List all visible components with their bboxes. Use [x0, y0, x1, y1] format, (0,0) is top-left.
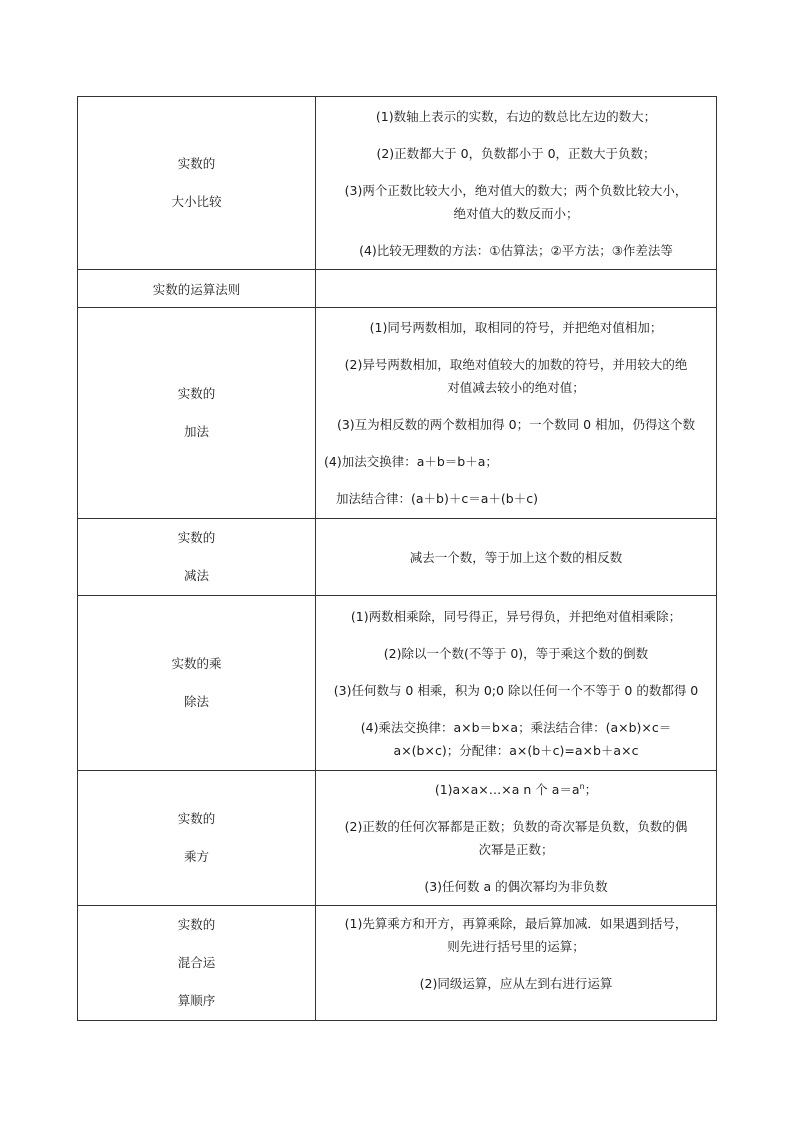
table-row [78, 771, 717, 906]
row-label [78, 771, 316, 906]
row-content [316, 771, 717, 906]
content-line: (2)正数的任何次幂都是正数；负数的奇次幂是负数，负数的偶 [344, 819, 688, 834]
math-table [77, 96, 717, 1021]
row-label [78, 596, 316, 771]
label-line: 算顺序 [177, 993, 216, 1008]
label-line: 实数的乘 [171, 656, 222, 671]
table-row [78, 270, 717, 308]
table-row [78, 97, 717, 270]
row-label [78, 270, 316, 308]
label-line: 实数的 [177, 917, 216, 932]
label-line: 加法 [183, 424, 209, 439]
row-content [316, 906, 717, 1021]
content-line: (3)任何数与 0 相乘，积为 0;0 除以任何一个不等于 0 的数都得 0 [333, 682, 699, 698]
label-line: 混合运 [177, 955, 216, 970]
content-line: (1)两数相乘除，同号得正，异号得负，并把绝对值相乘除； [350, 608, 682, 624]
label-line: 实数的 [177, 530, 216, 545]
power-formula: (1)a×a×…×a n 个 a＝a [434, 782, 580, 797]
row-content [316, 97, 717, 270]
content-line: (4)加法交换律：a＋b＝b＋a； [324, 454, 498, 469]
row-label [78, 308, 316, 519]
content-line: (1)先算乘方和开方，再算乘除，最后算加减．如果遇到括号， [344, 916, 688, 931]
content-line: (1)数轴上表示的实数，右边的数总比左边的数大； [375, 108, 657, 124]
content-line: a×(b×c)；分配律：a×(b＋c)=a×b＋a×c [393, 742, 639, 758]
content-line: (4)乘法交换律：a×b＝b×a；乘法结合律：(a×b)×c＝ [360, 719, 672, 735]
row-content [316, 596, 717, 771]
content-line: (3)任何数 a 的偶次幂均为非负数 [424, 879, 608, 894]
content-line: 加法结合律：(a＋b)＋c＝a＋(b＋c) [336, 491, 538, 506]
content-line: 减去一个数，等于加上这个数的相反数 [409, 549, 623, 565]
row-content [316, 519, 717, 596]
content-line: 绝对值大的数反而小； [453, 205, 579, 221]
content-line: (3)两个正数比较大小，绝对值大的数大；两个负数比较大小， [344, 182, 688, 198]
content-line: (2)同级运算，应从左到右进行运算 [419, 976, 613, 991]
power-tail: ； [584, 782, 598, 797]
content-line: (2)正数都大于 0，负数都小于 0，正数大于负数； [376, 145, 656, 161]
content-line: 对值减去较小的绝对值； [447, 380, 585, 395]
content-line: (2)除以一个数(不等于 0)，等于乘这个数的倒数 [383, 645, 649, 661]
row-content [316, 308, 717, 519]
label-line: 实数的 [177, 386, 216, 401]
label-line: 实数的运算法则 [152, 281, 241, 297]
content-line: (2)异号两数相加，取绝对值较大的加数的符号，并用较大的绝 [344, 357, 688, 372]
power-exponent: n [579, 781, 585, 791]
label-line: 减法 [183, 568, 209, 583]
content-line: (3)互为相反数的两个数相加得 0；一个数同 0 相加，仍得这个数 [336, 417, 696, 432]
row-label [78, 97, 316, 270]
content-line: (4)比较无理数的方法：①估算法；②平方法；③作差法等 [359, 242, 673, 258]
table-row [78, 596, 717, 771]
label-line: 实数的 [177, 811, 216, 826]
table-row [78, 906, 717, 1021]
label-line: 乘方 [183, 849, 209, 864]
content-line: (1)同号两数相加，取相同的符号，并把绝对值相加； [369, 320, 663, 335]
label-line: 大小比较 [171, 194, 222, 209]
label-line: 除法 [183, 694, 209, 709]
content-line: 则先进行括号里的运算； [447, 939, 585, 954]
row-content [316, 270, 717, 308]
content-line: 次幂是正数； [478, 842, 554, 857]
row-label [78, 519, 316, 596]
table-row [78, 308, 717, 519]
content-line [316, 778, 716, 801]
row-label [78, 906, 316, 1021]
label-line: 实数的 [177, 156, 216, 171]
table-row [78, 519, 717, 596]
